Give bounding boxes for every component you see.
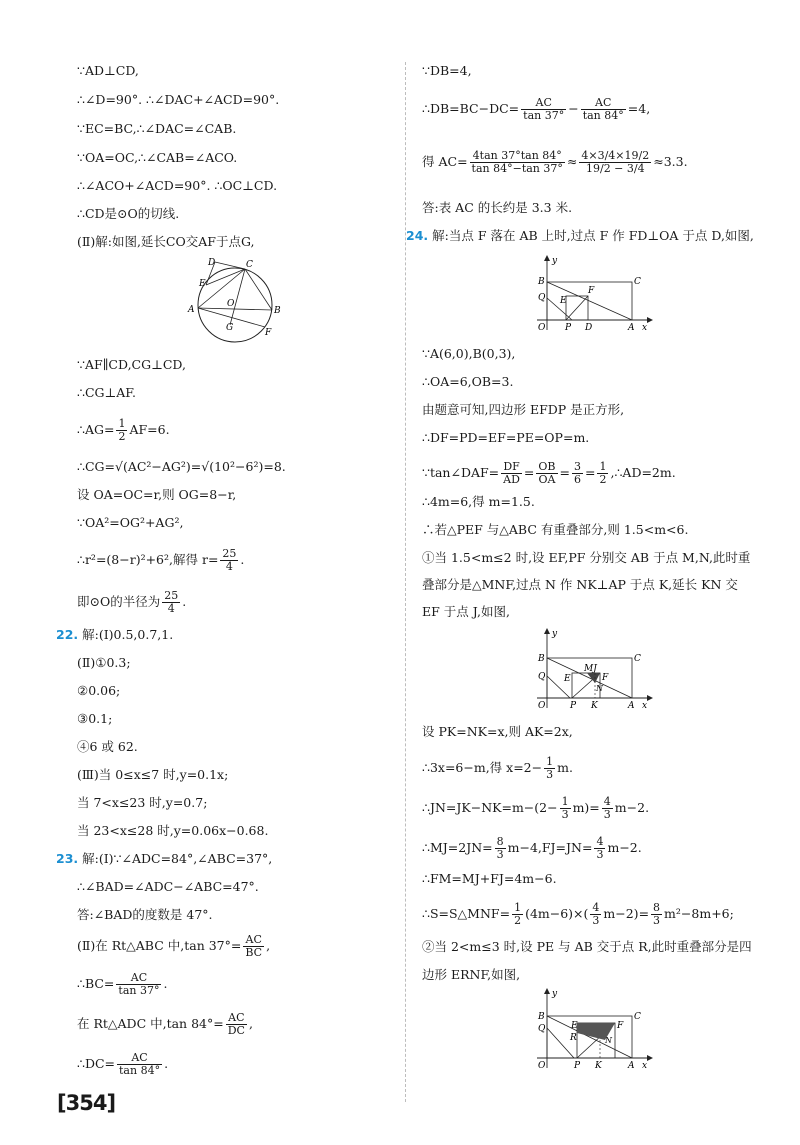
text-line: ③0.1; <box>77 711 113 726</box>
svg-text:x: x <box>642 1061 648 1071</box>
svg-text:R: R <box>570 1033 577 1043</box>
text-line: ∴DC= $\frac{AC}{\tan 84^\circ}$ . <box>77 1051 169 1077</box>
fraction: $\frac{4}{3}$ <box>596 835 604 861</box>
text-line: 设 OA=OC=r,则 OG=8−r, <box>77 487 237 502</box>
svg-text:P: P <box>574 1061 581 1071</box>
text-line: 在 Rt△ADC 中,tan 84°= $\frac{AC}{DC}$ , <box>77 1011 253 1037</box>
text-fragment: ∴r²=(8−r)²+6²,解得 r= <box>77 552 219 567</box>
svg-text:A: A <box>628 323 635 333</box>
text-line: ∵OA²=OG²+AG², <box>77 515 184 530</box>
text-line: ∵A(6,0),B(0,3), <box>422 346 516 361</box>
text-line: ∵AD⊥CD, <box>77 63 139 78</box>
text-fragment: 解:(Ⅰ)∵∠ADC=84°,∠ABC=37°, <box>82 851 273 866</box>
svg-text:Q: Q <box>538 293 546 303</box>
text-line: 答:表 AC 的长约是 3.3 米. <box>422 200 573 215</box>
svg-text:E: E <box>199 279 206 289</box>
text-line: ∴CG=√(AC²−AG²)=√(10²−6²)=8. <box>77 459 286 474</box>
text-line: (Ⅲ)当 0≤x≤7 时,y=0.1x; <box>77 767 229 782</box>
text-line: ②0.06; <box>77 683 121 698</box>
fraction: $\frac{3}{6}$ <box>574 460 581 486</box>
text-fragment: ∴DB=BC−DC= <box>422 101 520 116</box>
fraction: $\frac{OB}{OA}$ <box>538 460 556 486</box>
question-23 <box>56 850 272 868</box>
svg-text:O: O <box>538 701 546 711</box>
text-line: ∴OA=6,OB=3. <box>422 374 514 389</box>
svg-text:C: C <box>634 277 641 287</box>
fraction: $\frac{AC}{DC}$ <box>227 1011 245 1037</box>
svg-text:A: A <box>188 305 195 315</box>
svg-text:N: N <box>596 684 603 693</box>
text-line: ∴DF=PD=EF=PE=OP=m. <box>422 430 590 445</box>
svg-text:C: C <box>634 654 641 664</box>
fraction: $\frac{4}{3}$ <box>603 795 611 821</box>
svg-text:E: E <box>571 1021 578 1031</box>
text-line: 设 PK=NK=x,则 AK=2x, <box>422 724 573 739</box>
text-line: 边形 ERNF,如图, <box>422 967 521 982</box>
svg-text:E: E <box>560 296 567 306</box>
fraction: $\frac{1}{3}$ <box>546 755 554 781</box>
text-fragment: ∵tan∠DAF= <box>422 465 500 480</box>
text-line: ∴MJ=2JN= $\frac{8}{3}$ m−4,FJ=JN= $\frac{4}{3}$ m−2. <box>422 835 642 861</box>
text-line: ∴∠ACO+∠ACD=90°. ∴OC⊥CD. <box>77 178 278 193</box>
svg-text:y: y <box>552 989 558 999</box>
text-line: ∵AF∥CD,CG⊥CD, <box>77 357 186 372</box>
text-line: ∵OA=OC,∴∠CAB=∠ACO. <box>77 150 238 165</box>
text-fragment: ∴JN=JK−NK=m−(2− <box>422 800 558 815</box>
text-line: ∴BC= $\frac{AC}{\tan 37^\circ}$ . <box>77 971 168 997</box>
text-line: ∴r²=(8−r)²+6²,解得 r= $\frac{25}{4}$ . <box>77 547 245 573</box>
text-line: ②当 2<m≤3 时,设 PE 与 AB 交于点 R,此时重叠部分是四 <box>422 939 752 954</box>
text-fragment: 解:(Ⅰ)0.5,0.7,1. <box>82 627 174 642</box>
fraction: $\frac{AC}{\tan 84^\circ}$ <box>119 1051 161 1077</box>
fraction: $\frac{1}{3}$ <box>561 795 569 821</box>
text-fragment: (Ⅱ)在 Rt△ABC 中,tan 37°= <box>77 938 242 953</box>
text-line: 当 23<x≤28 时,y=0.06x−0.68. <box>77 823 269 838</box>
svg-text:K: K <box>595 1061 602 1071</box>
circle-diagram <box>185 255 295 345</box>
text-line: 得 AC= $\frac{4\tan 37^\circ\tan 84^\circ}{\tan 84^\circ-\tan 37^\circ}$ ≈ $\frac{4\times 3/4\times 19/2}{19/2 - 3/4}$ ≈3.3. <box>422 149 688 175</box>
question-number: 22. <box>56 627 79 642</box>
text-line: ∵EC=BC,∴∠DAC=∠CAB. <box>77 121 237 136</box>
text-fragment: ∴DC= <box>77 1056 116 1071</box>
svg-text:x: x <box>642 701 648 711</box>
text-fragment: 得 AC= <box>422 154 468 169</box>
text-line: ∵DB=4, <box>422 63 472 78</box>
text-line: ∴若△PEF 与△ABC 有重叠部分,则 1.5<m<6. <box>422 522 689 537</box>
text-line: ∴S=S△MNF= $\frac{1}{2}$ (4m−6)×( $\frac{4}{3}$ m−2)= $\frac{8}{3}$ m²−8m+6; <box>422 901 734 927</box>
svg-text:Q: Q <box>538 1024 546 1034</box>
text-line: (Ⅱ)在 Rt△ABC 中,tan 37°= $\frac{AC}{BC}$ , <box>77 933 271 959</box>
svg-text:N: N <box>605 1036 612 1045</box>
text-fragment: ≈3.3. <box>653 154 688 169</box>
svg-text:C: C <box>246 260 253 270</box>
fraction: $\frac{25}{4}$ <box>222 547 237 573</box>
column-divider <box>405 62 406 1102</box>
text-line: ∴JN=JK−NK=m−(2− $\frac{1}{3}$ m)= $\frac{4}{3}$ m−2. <box>422 795 650 821</box>
fraction: $\frac{1}{2}$ <box>514 901 522 927</box>
svg-text:Q: Q <box>538 672 546 682</box>
text-line: ①当 1.5<m≤2 时,设 EF,PF 分别交 AB 于点 M,N,此时重 <box>422 550 751 565</box>
svg-text:D: D <box>585 323 593 333</box>
svg-text:O: O <box>538 323 546 333</box>
question-number: 24. <box>406 228 429 243</box>
text-fragment: AF=6. <box>129 422 170 437</box>
svg-text:F: F <box>602 673 609 683</box>
fraction: $\frac{1}{2}$ <box>118 417 126 443</box>
coordinate-diagram-3 <box>532 988 657 1073</box>
text-fragment: 在 Rt△ADC 中,tan 84°= <box>77 1016 224 1031</box>
svg-text:B: B <box>538 654 545 664</box>
text-line: 即⊙O的半径为 $\frac{25}{4}$ . <box>77 589 187 615</box>
text-fragment: ∴3x=6−m,得 x=2− <box>422 760 543 775</box>
fraction: $\frac{AC}{\tan 37^\circ}$ <box>523 96 565 122</box>
text-line: ∴DB=BC−DC= $\frac{AC}{\tan 37^\circ}$ − $\frac{AC}{\tan 84^\circ}$ =4, <box>422 96 651 122</box>
text-line: ∴CG⊥AF. <box>77 385 136 400</box>
fraction: $\frac{8}{3}$ <box>653 901 661 927</box>
svg-text:E: E <box>564 674 571 684</box>
text-line <box>77 418 170 443</box>
svg-text:G: G <box>226 323 234 333</box>
coordinate-diagram-1 <box>532 255 657 335</box>
svg-text:MJ: MJ <box>584 664 597 674</box>
text-line: ∴3x=6−m,得 x=2− $\frac{1}{3}$ m. <box>422 755 573 781</box>
svg-text:O: O <box>227 299 235 309</box>
svg-text:K: K <box>591 701 598 711</box>
svg-text:B: B <box>538 1012 545 1022</box>
fraction: $\frac{4\times 3/4\times 19/2}{19/2 - 3/4}$ <box>581 149 650 175</box>
page-number-value: 354 <box>65 1091 107 1115</box>
text-line: ∴4m=6,得 m=1.5. <box>422 494 535 509</box>
svg-text:F: F <box>588 286 595 296</box>
svg-text:B: B <box>538 277 545 287</box>
text-line: 当 7<x≤23 时,y=0.7; <box>77 795 208 810</box>
text-line: 答:∠BAD的度数是 47°. <box>77 907 213 922</box>
text-line: (Ⅱ)解:如图,延长CO交AF于点G, <box>77 234 255 249</box>
text-fragment: ∴S=S△MNF= <box>422 906 511 921</box>
question-number: 23. <box>56 851 79 866</box>
fraction: $\frac{25}{4}$ <box>164 589 179 615</box>
text-line: ∴FM=MJ+FJ=4m−6. <box>422 871 557 886</box>
svg-text:F: F <box>265 328 272 338</box>
text-line: 叠部分是△MNF,过点 N 作 NK⊥AP 于点 K,延长 KN 交 <box>422 577 738 592</box>
svg-text:P: P <box>570 701 577 711</box>
fraction: $\frac{DF}{AD}$ <box>503 460 520 486</box>
fraction: $\frac{4}{3}$ <box>592 901 600 927</box>
question-22 <box>56 626 173 644</box>
text-line: EF 于点 J,如图, <box>422 604 510 619</box>
text-line: ∴∠D=90°. ∴∠DAC+∠ACD=90°. <box>77 92 280 107</box>
svg-text:F: F <box>617 1021 624 1031</box>
text-fragment: 解:当点 F 落在 AB 上时,过点 F 作 FD⊥OA 于点 D,如图, <box>432 228 754 243</box>
svg-text:P: P <box>565 323 572 333</box>
svg-text:C: C <box>634 1012 641 1022</box>
fraction: $\frac{1}{2}$ <box>599 460 607 486</box>
text-line: ∴CD是⊙O的切线. <box>77 206 180 221</box>
svg-text:x: x <box>642 323 648 333</box>
svg-text:D: D <box>208 258 216 268</box>
text-fragment: ∴AG= <box>77 422 115 437</box>
text-line: 由题意可知,四边形 EFDP 是正方形, <box>422 402 625 417</box>
svg-text:A: A <box>628 701 635 711</box>
text-fragment: 即⊙O的半径为 <box>77 594 161 609</box>
fraction: $\frac{4\tan 37^\circ\tan 84^\circ}{\tan 84^\circ-\tan 37^\circ}$ <box>471 149 563 175</box>
question-24 <box>406 227 754 245</box>
text-line: (Ⅱ)①0.3; <box>77 655 131 670</box>
svg-text:B: B <box>274 306 281 316</box>
fraction: $\frac{AC}{BC}$ <box>245 933 263 959</box>
text-fragment: ∴BC= <box>77 976 115 991</box>
text-line: ④6 或 62. <box>77 739 138 754</box>
text-line: ∵tan∠DAF= $\frac{DF}{AD}$ = $\frac{OB}{OA}$ = $\frac{3}{6}$ = $\frac{1}{2}$ ,∴AD=2m. <box>422 460 676 486</box>
text-line: ∴∠BAD=∠ADC−∠ABC=47°. <box>77 879 259 894</box>
fraction: $\frac{8}{3}$ <box>496 835 504 861</box>
svg-text:y: y <box>552 256 558 266</box>
fraction: $\frac{AC}{\tan 84^\circ}$ <box>582 96 624 122</box>
page-number: [354] <box>57 1091 116 1115</box>
svg-text:A: A <box>628 1061 635 1071</box>
fraction: $\frac{AC}{\tan 37^\circ}$ <box>118 971 160 997</box>
coordinate-diagram-2 <box>532 628 657 713</box>
text-fragment: ∴MJ=2JN= <box>422 840 493 855</box>
svg-text:O: O <box>538 1061 546 1071</box>
svg-text:y: y <box>552 629 558 639</box>
